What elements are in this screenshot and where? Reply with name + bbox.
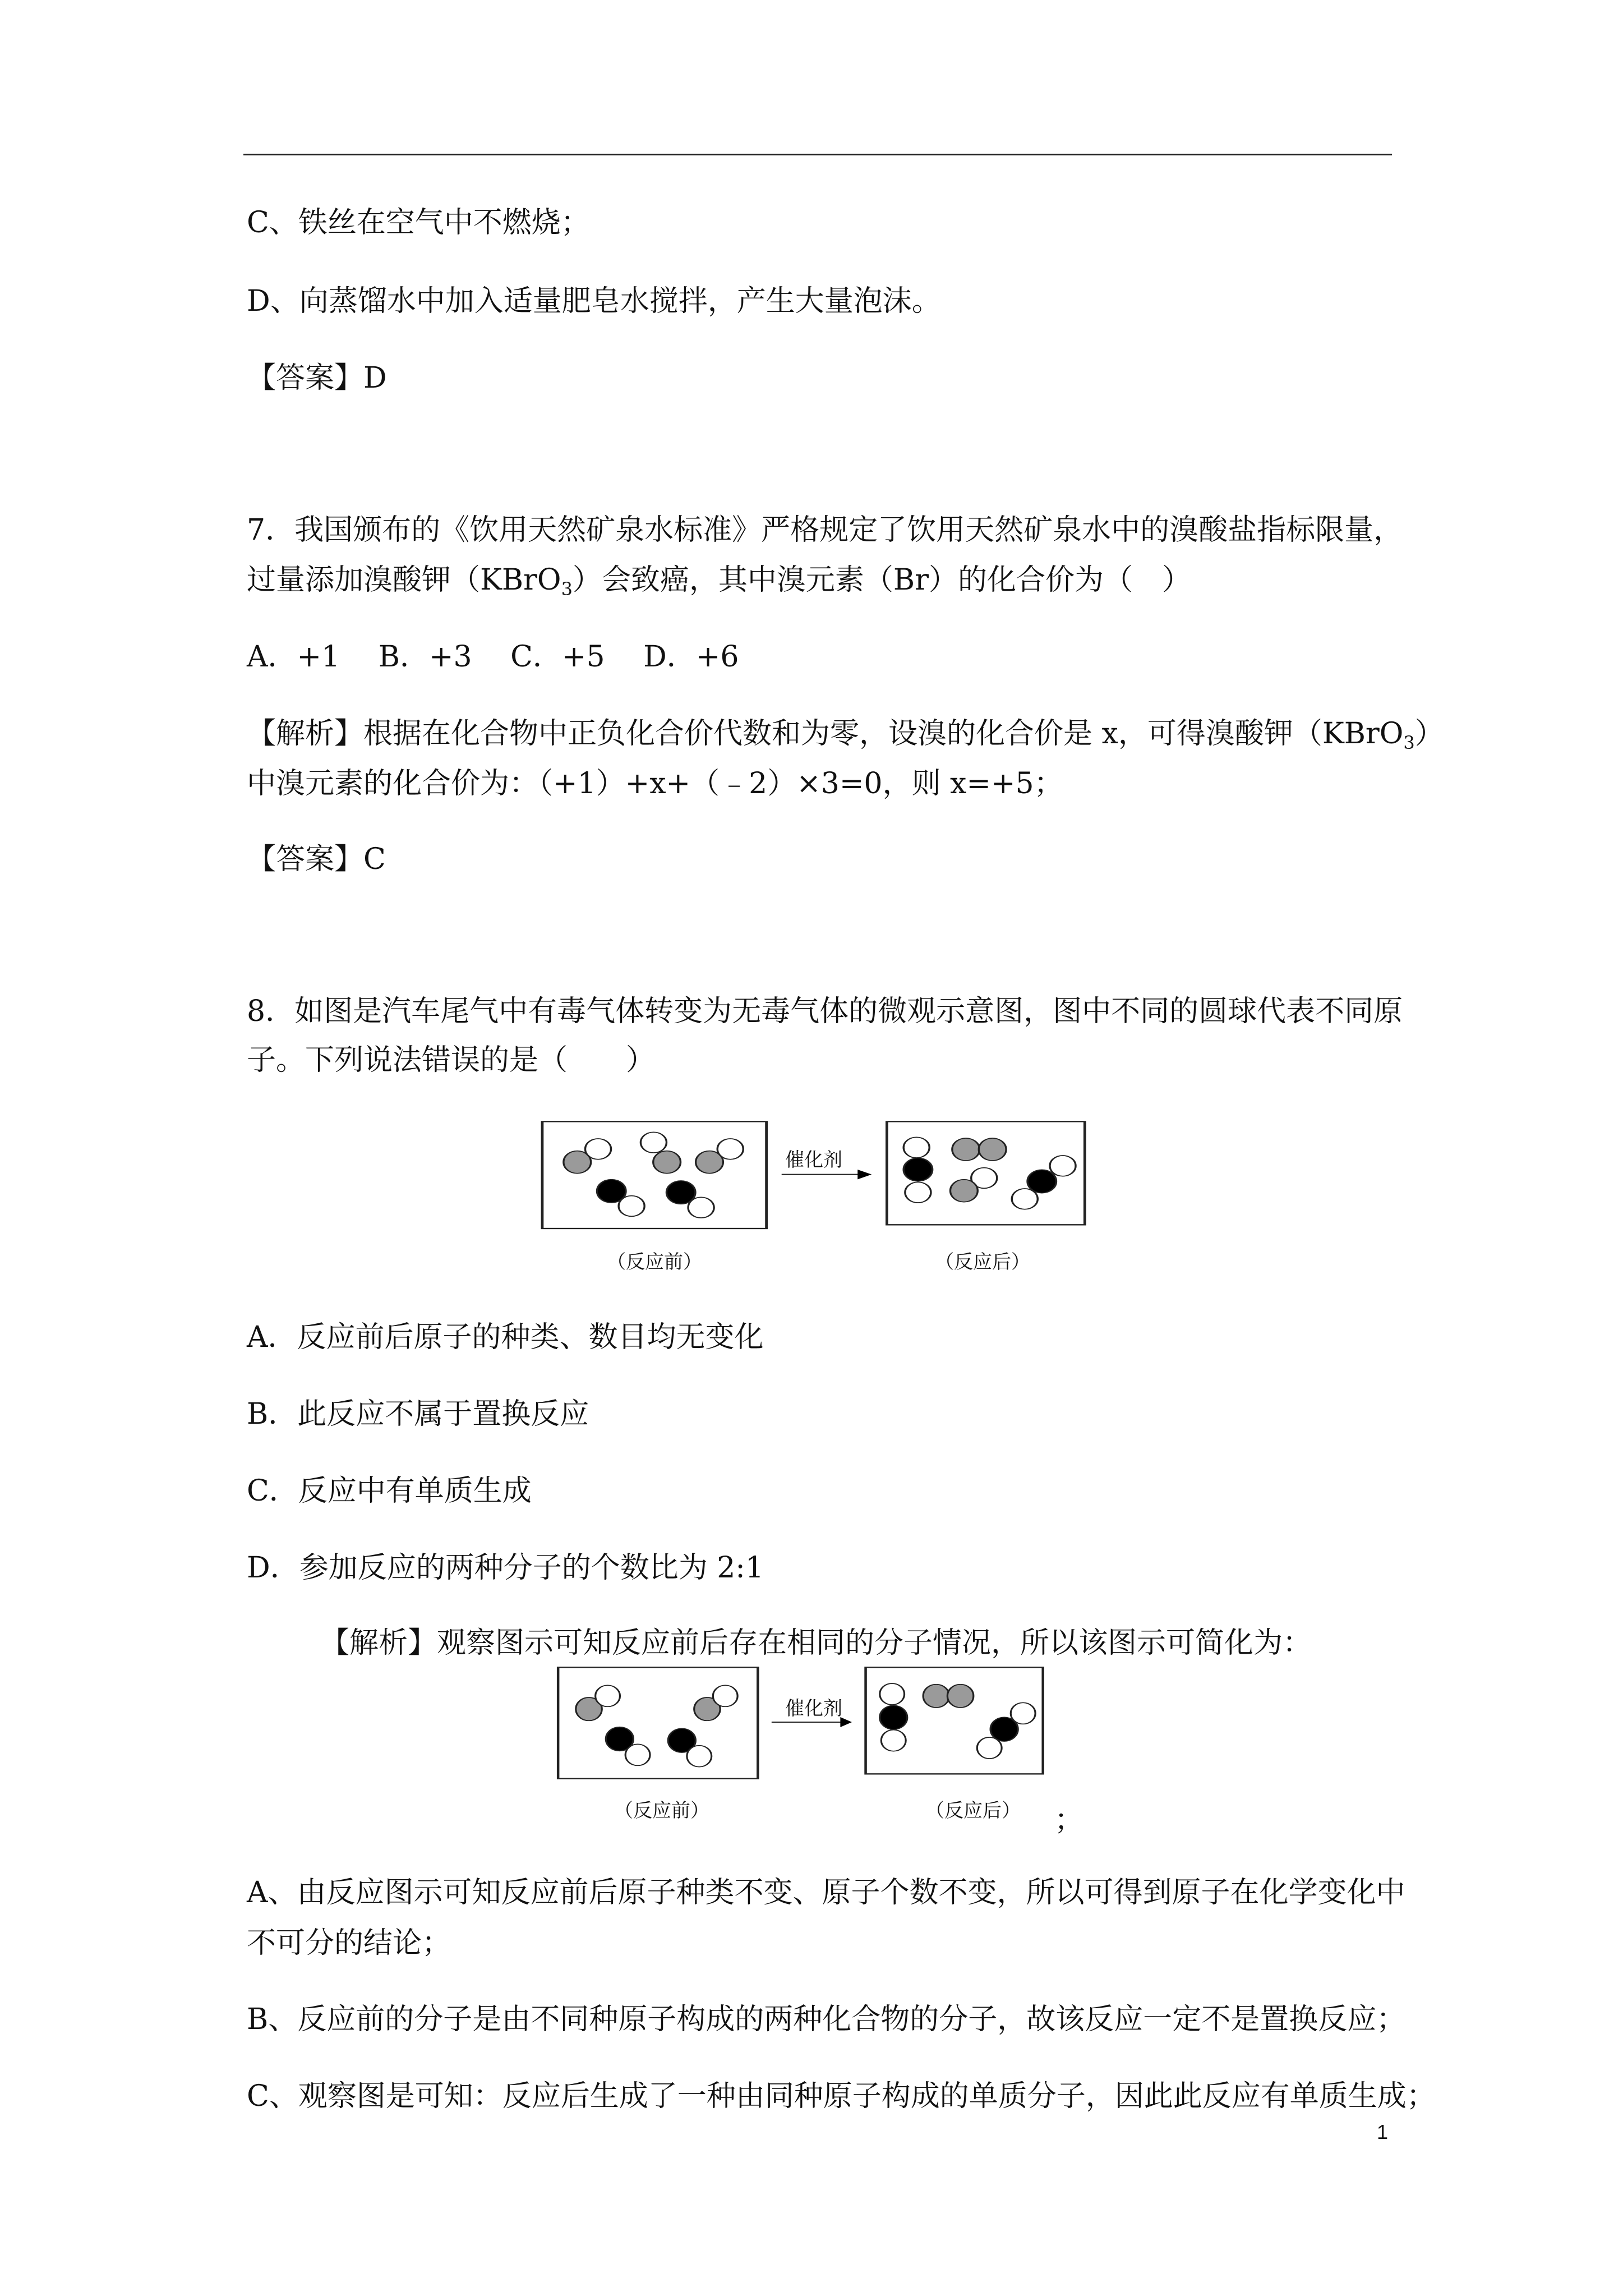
text: ）: [1414, 717, 1444, 751]
q8-option-c: C．反应中有单质生成: [247, 1474, 532, 1508]
explanation-a-line1: A、由反应图示可知反应前后原子种类不变、原子个数不变，所以可得到原子在化学变化中: [247, 1876, 1405, 1910]
q8-option-d: D．参加反应的两种分子的个数比为 2:1: [247, 1551, 764, 1585]
q7-analysis-line1: [247, 717, 1444, 751]
text: 【解析】根据在化合物中正负化合价代数和为零，设溴的化合价是 x，可得溴酸钾（KBrO: [247, 717, 1404, 751]
q6-option-c: C、铁丝在空气中不燃烧；: [247, 206, 590, 240]
q8-analysis: 【解析】观察图示可知反应前后存在相同的分子情况，所以该图示可简化为：: [320, 1626, 1312, 1660]
q6-option-d: D、向蒸馏水中加入适量肥皂水搅拌，产生大量泡沫。: [247, 284, 941, 318]
explanation-b: B、反应前的分子是由不同种原子构成的两种化合物的分子，故该反应一定不是置换反应；: [247, 2003, 1406, 2036]
header-rule: [243, 154, 1392, 155]
q8-stem-line2: 子。下列说法错误的是（ ）: [247, 1043, 656, 1077]
q8-option-a: A．反应前后原子的种类、数目均无变化: [247, 1320, 764, 1354]
explanation-a-line2: 不可分的结论；: [247, 1926, 451, 1960]
q7-analysis-line2: 中溴元素的化合价为：（+1）+x+（﹣2）×3=0，则 x=+5；: [247, 767, 1063, 800]
caption-before: （反应前）: [607, 1251, 702, 1273]
explanation-c: C、观察图是可知：反应后生成了一种由同种原子构成的单质分子，因此此反应有单质生成；: [247, 2079, 1436, 2113]
catalyst-label: 催化剂: [785, 1149, 842, 1171]
text: 过量添加溴酸钾（KBrO: [247, 563, 561, 597]
text: ）会致癌，其中溴元素（Br）的化合价为（ ）: [572, 563, 1191, 597]
caption-after: （反应后）: [925, 1800, 1021, 1822]
page-number: 1: [1377, 2120, 1389, 2143]
catalyst-label: 催化剂: [785, 1697, 842, 1720]
subscript: 3: [561, 578, 573, 600]
caption-after: （反应后）: [935, 1251, 1030, 1273]
q7-options: A．+1 B．+3 C．+5 D．+6: [247, 640, 739, 674]
semicolon: ；: [1054, 1803, 1084, 1837]
subscript: 3: [1403, 732, 1415, 753]
q8-stem-line1: 8．如图是汽车尾气中有毒气体转变为无毒气体的微观示意图，图中不同的圆球代表不同原: [247, 995, 1403, 1028]
q7-stem-line1: 7．我国颁布的《饮用天然矿泉水标准》严格规定了饮用天然矿泉水中的溴酸盐指标限量，: [247, 513, 1403, 547]
q8-option-b: B．此反应不属于置换反应: [247, 1397, 589, 1431]
caption-before: （反应前）: [614, 1800, 709, 1822]
q6-answer: 【答案】D: [247, 361, 387, 395]
q7-answer: 【答案】C: [247, 843, 386, 876]
q7-stem-line2: [247, 563, 1191, 600]
